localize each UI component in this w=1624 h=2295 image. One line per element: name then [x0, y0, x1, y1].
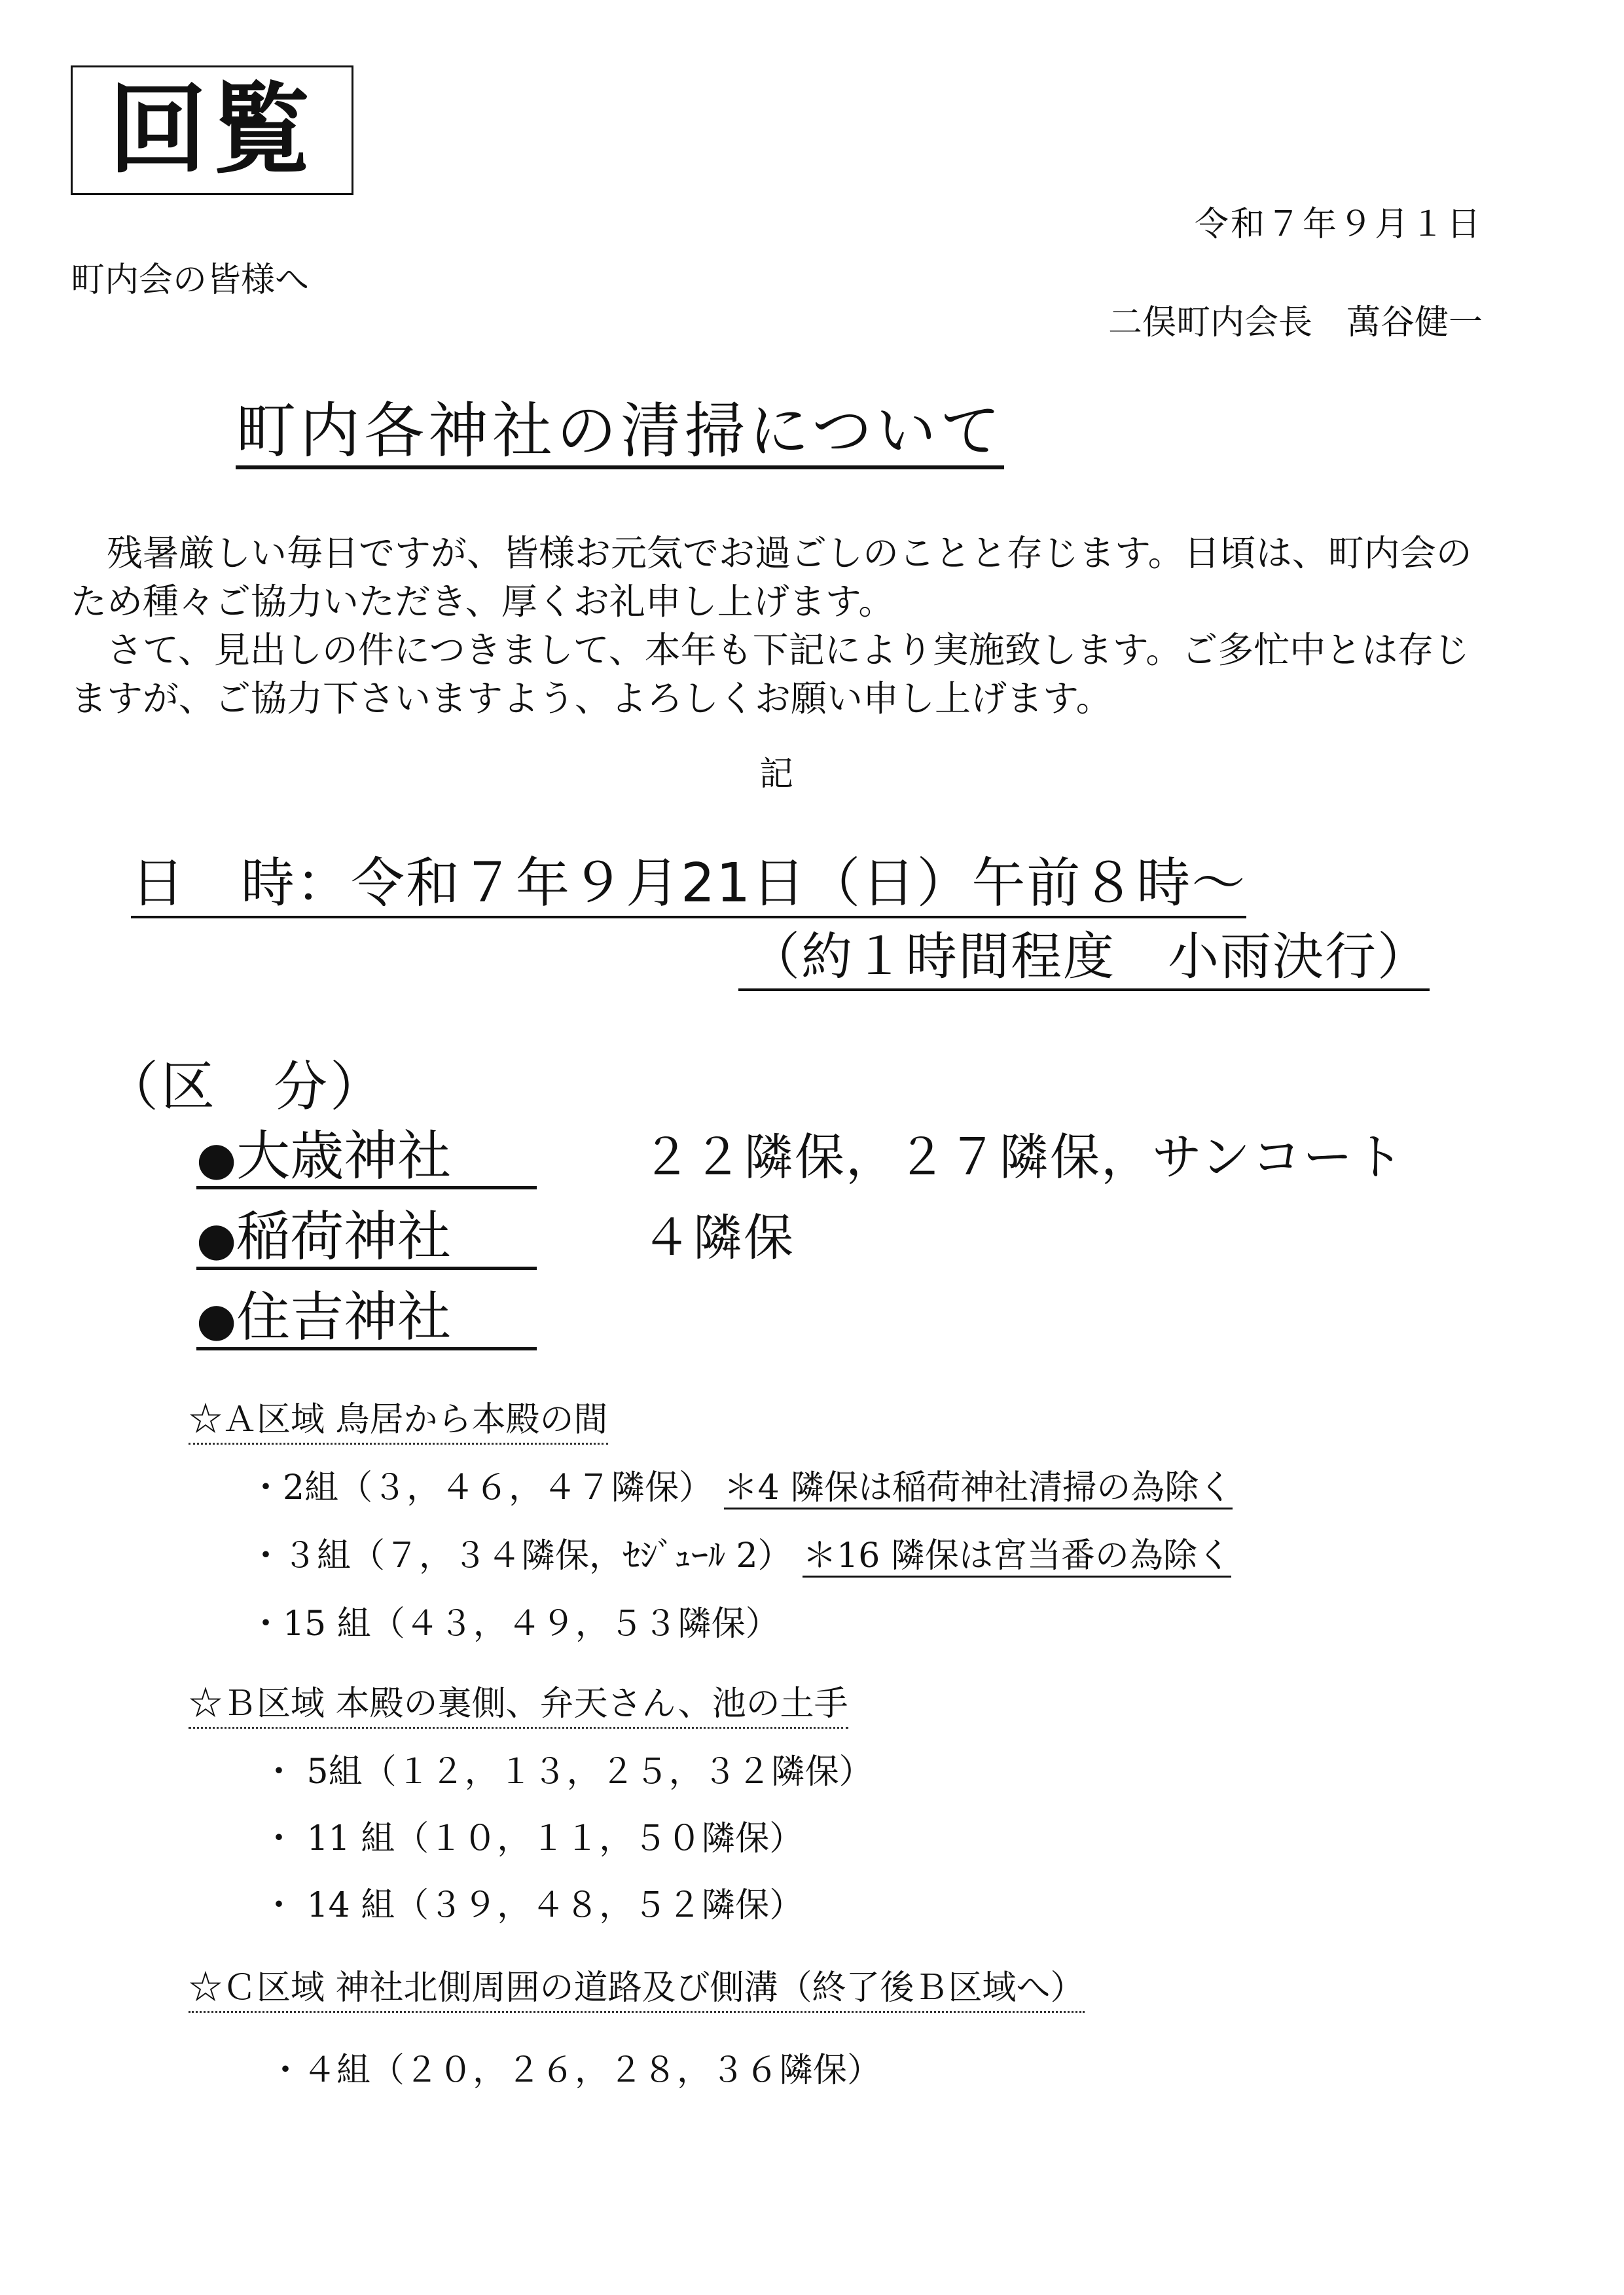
bullet-icon: ● [196, 1212, 237, 1266]
shrine-area: ４隣保 [641, 1208, 795, 1267]
shrine-name: ●住吉神社 [196, 1288, 537, 1350]
ki-marker: 記 [759, 755, 794, 794]
bullet-icon: ● [196, 1293, 237, 1346]
group-line: ・ 14 組（３９，４８，５２隣保） [262, 1886, 804, 1925]
shrine-area: ２２隣保，２７隣保，サンコート [641, 1128, 1405, 1186]
circulation-stamp: 回覧 [71, 65, 353, 195]
bullet-icon: ● [196, 1132, 237, 1185]
addressee: 町内会の皆様へ [71, 261, 310, 300]
shrine-row [196, 1208, 795, 1270]
group-line: ・2組（３，４６，４７隣保） ＊4 隣保は稲荷神社清掃の為除く [249, 1468, 1233, 1508]
shrine-row [196, 1127, 1405, 1189]
event-datetime: 日 時：令和７年９月21日（日）午前８時～ [131, 854, 1246, 918]
issue-date: 令和７年９月１日 [1194, 205, 1483, 244]
exclusion-note: ＊4 隣保は稲荷神社清掃の為除く [724, 1468, 1233, 1509]
division-heading: （区 分） [105, 1056, 387, 1118]
zone-heading: ☆Ｂ区域 本殿の裏側、弁天さん、池の土手 [189, 1684, 848, 1729]
shrine-name: ●稲荷神社 [196, 1208, 537, 1270]
body-paragraph: さて、見出しの件につきまして、本年も下記により実施致します。ご多忙中とは存じますが、ご協力下さいますよう、よろしくお願い申し上げます。 [71, 629, 1470, 719]
document-title: 町内各神社の清掃について [236, 398, 1004, 469]
event-duration: （約１時間程度 小雨決行） [738, 930, 1430, 991]
group-line: ・ 11 組（１０，１１，５０隣保） [262, 1819, 804, 1858]
group-line: ・15 組（４３，４９，５３隣保） [249, 1604, 780, 1644]
zone-heading: ☆Ｃ区域 神社北側周囲の道路及び側溝（終了後Ｂ区域へ） [189, 1968, 1085, 2013]
sender: 二俣町内会長 萬谷健一 [1108, 303, 1483, 342]
group-line: ・ 5組（１２，１３，２５，３２隣保） [262, 1752, 873, 1792]
body-paragraph: 残暑厳しい毎日ですが、皆様お元気でお過ごしのことと存じます。日頃は、町内会のため種々ご協力いただき、厚くお礼申し上げます。 [71, 532, 1472, 623]
group-line: ・３組（７，３４隣保，ｾｼﾞｭｰﾙ 2） ＊16 隣保は宮当番の為除く [249, 1536, 1231, 1576]
shrine-name: ●大歳神社 [196, 1127, 537, 1189]
zone-heading: ☆Ａ区域 鳥居から本殿の間 [189, 1400, 608, 1445]
group-line: ・４組（２０，２６，２８，３６隣保） [268, 2051, 882, 2090]
body-text [71, 529, 1491, 723]
shrine-row [196, 1288, 641, 1350]
exclusion-note: ＊16 隣保は宮当番の為除く [803, 1536, 1231, 1578]
